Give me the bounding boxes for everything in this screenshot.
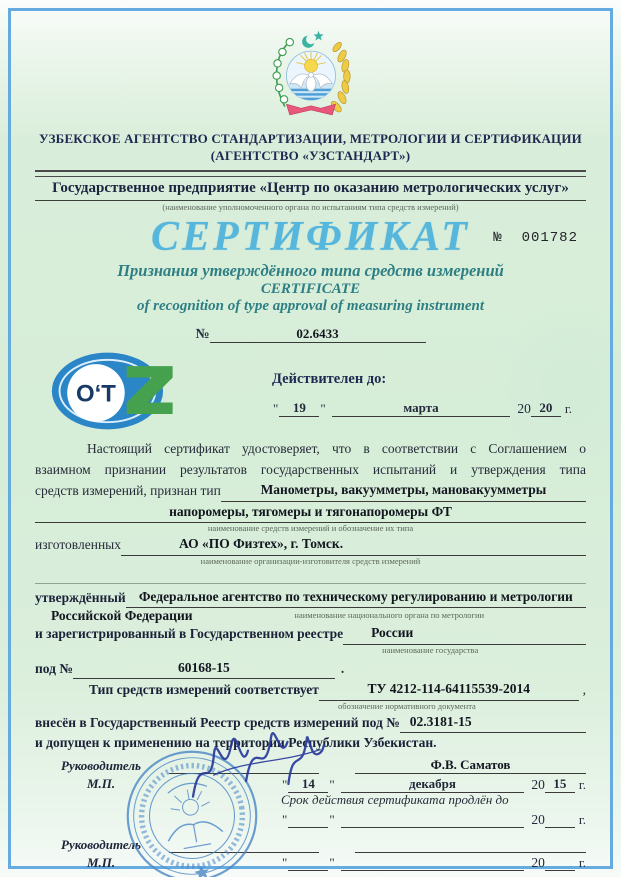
blank2-month bbox=[341, 870, 525, 871]
certificate-number bbox=[493, 230, 578, 246]
prolong-year-word: г. bbox=[578, 812, 586, 828]
agency-line2: (АГЕНТСТВО «УЗСТАНДАРТ») bbox=[210, 147, 411, 163]
issue-year: 15 bbox=[545, 776, 575, 793]
valid-year-word: г. bbox=[564, 401, 572, 417]
type-value-line1: Манометры, вакуумметры, мановакуумметры bbox=[221, 480, 586, 502]
logo-valid-row bbox=[35, 345, 586, 435]
manufacturer-caption: наименование организации-изготовителя средств измерений bbox=[200, 555, 421, 566]
head-signature-row bbox=[35, 754, 586, 774]
blank-dateline2 bbox=[281, 855, 586, 871]
certificate-title: СЕРТИФИКАТ bbox=[151, 214, 470, 261]
registry-value: 02.3181-15 bbox=[400, 712, 586, 734]
under-number-value: 60168-15 bbox=[73, 658, 335, 680]
prolong-label: Срок действия сертификата продлён до bbox=[281, 792, 509, 808]
issue-month: декабря bbox=[341, 776, 525, 793]
uzbekistan-coat-of-arms-icon bbox=[262, 25, 360, 123]
approved-row bbox=[35, 587, 586, 609]
quote-mark: " bbox=[329, 855, 335, 871]
agency-header bbox=[35, 131, 586, 164]
prolong-year bbox=[545, 827, 575, 828]
under-number-row bbox=[35, 658, 586, 680]
mp2-date-row bbox=[35, 855, 586, 871]
valid-until-label: Действителен до: bbox=[272, 371, 387, 388]
mp2-label: М.П. bbox=[87, 855, 116, 871]
approved-caption: наименование национального органа по метрологии bbox=[294, 610, 485, 621]
conformity-value: ТУ 4212-114-64115539-2014 bbox=[319, 679, 579, 701]
manufacturer-value: АО «ПО Физтех», г. Томск. bbox=[121, 534, 586, 556]
paragraph-line1: Настоящий сертификат удостоверяет, что в соответствии с Соглашением о bbox=[87, 441, 586, 457]
head-label: Руководитель bbox=[61, 758, 141, 774]
approved-label: утверждённый bbox=[35, 589, 126, 605]
blank2-year bbox=[545, 870, 575, 871]
issue-year-word: г. bbox=[578, 777, 586, 793]
quote-mark: " bbox=[282, 777, 288, 793]
doc-number-row bbox=[196, 324, 426, 343]
quote-mark: " bbox=[329, 777, 335, 793]
under-number-label: под № bbox=[35, 660, 73, 676]
certificate-content bbox=[11, 11, 610, 871]
head2-signature-row bbox=[35, 833, 586, 853]
quote-mark: " bbox=[329, 812, 335, 828]
valid-until-block bbox=[272, 345, 586, 435]
registered-row bbox=[35, 623, 586, 645]
doc-number-label: № bbox=[195, 327, 210, 343]
manufacturer-label: изготовленных bbox=[35, 537, 121, 553]
emblem-wrap bbox=[35, 25, 586, 128]
approved-row2 bbox=[35, 608, 586, 623]
crescent-star-icon bbox=[302, 31, 323, 48]
registered-value: России bbox=[343, 623, 586, 645]
valid-day: 19 bbox=[279, 400, 319, 417]
paragraph-line3 bbox=[35, 480, 586, 502]
subtitle-russian: Признания утверждённого типа средств измерений bbox=[117, 261, 504, 281]
type-caption: наименование средств измерений и обозначение их типа bbox=[207, 523, 414, 534]
valid-until-dateline bbox=[272, 400, 572, 417]
date-column bbox=[281, 776, 586, 828]
quote-mark: " bbox=[282, 855, 288, 871]
paragraph-line2: взаимном признании результатов государственных испытаний и утверждения типа bbox=[35, 461, 586, 477]
registry-label: внесён в Государственный Реестр средств измерений под № bbox=[35, 714, 400, 730]
signing-area bbox=[35, 754, 586, 871]
quote-mark: " bbox=[273, 401, 279, 417]
issuer-caption: (наименование уполномоченного органа по испытаниям типа средств измерений) bbox=[162, 202, 459, 213]
prolong-month bbox=[341, 827, 525, 828]
blank2-century: 20 bbox=[531, 855, 545, 871]
conformity-label: Тип средств измерений соответствует bbox=[89, 682, 319, 698]
date2-column bbox=[281, 855, 586, 871]
prolong-century: 20 bbox=[531, 812, 545, 828]
doc-number-value: 02.6433 bbox=[210, 326, 426, 343]
period-mark: . bbox=[340, 660, 345, 676]
type-value-line2: напоромеры, тягомеры и тягонапоромеры ФТ bbox=[35, 502, 586, 524]
quote-mark: " bbox=[320, 401, 326, 417]
prolong-dateline bbox=[281, 812, 586, 828]
issue-century: 20 bbox=[531, 777, 545, 793]
manufacturer-row bbox=[35, 534, 586, 556]
issue-day: 14 bbox=[288, 776, 328, 793]
otz-type-approval-logo-icon bbox=[43, 345, 193, 437]
blank2-year-word: г. bbox=[578, 855, 586, 871]
head2-name-line bbox=[355, 838, 586, 853]
registered-caption: наименование государства bbox=[382, 644, 479, 655]
registry-row bbox=[35, 712, 586, 734]
approved-value: Федеральное агентство по техническому регулированию и метрологии bbox=[126, 587, 586, 609]
agency-line1: УЗБЕКСКОЕ АГЕНТСТВО СТАНДАРТИЗАЦИИ, МЕТРОЛОГИИ И СЕРТИФИКАЦИИ bbox=[39, 131, 582, 146]
logo-ot-text: O‘T bbox=[76, 380, 116, 408]
valid-month: марта bbox=[332, 400, 511, 417]
comma-mark: , bbox=[582, 682, 586, 698]
mp-label: М.П. bbox=[87, 776, 116, 792]
certificate-title-row bbox=[35, 214, 586, 261]
subtitle-english-title: CERTIFICATE bbox=[260, 281, 361, 298]
certificate-body bbox=[35, 439, 586, 752]
valid-year: 20 bbox=[531, 400, 561, 417]
certificate-number-value: 001782 bbox=[521, 230, 578, 247]
mp-date-row bbox=[35, 776, 586, 828]
issue-dateline bbox=[281, 776, 586, 793]
certificate-number-label: № bbox=[493, 230, 503, 247]
head2-signature-line bbox=[169, 838, 319, 853]
blank-underline bbox=[35, 570, 586, 584]
head2-label: Руководитель bbox=[61, 837, 141, 853]
type-label: средств измерений, признан тип bbox=[35, 483, 221, 499]
quote-mark: " bbox=[282, 812, 288, 828]
double-rule-divider bbox=[35, 170, 586, 177]
allowed-text: и допущен к применению на территории Республики Узбекистан. bbox=[35, 735, 437, 751]
approved-value2: Российской Федерации bbox=[51, 608, 193, 624]
subtitle-english: of recognition of type approval of measuring instrument bbox=[136, 298, 485, 315]
conformity-caption: обозначение нормативного документа bbox=[338, 700, 476, 711]
head-signature-line bbox=[169, 759, 319, 774]
prolong-day bbox=[288, 827, 328, 828]
emblem-ribbon bbox=[286, 104, 335, 115]
issuer-name: Государственное предприятие «Центр по оказанию метрологических услуг» bbox=[35, 180, 586, 201]
registered-label: и зарегистрированный в Государственном реестре bbox=[35, 626, 344, 642]
type-value-row2 bbox=[35, 502, 586, 524]
conformity-row bbox=[35, 679, 586, 701]
valid-century: 20 bbox=[517, 401, 531, 417]
blank2-day bbox=[288, 870, 328, 871]
head-name: Ф.В. Саматов bbox=[355, 757, 586, 774]
